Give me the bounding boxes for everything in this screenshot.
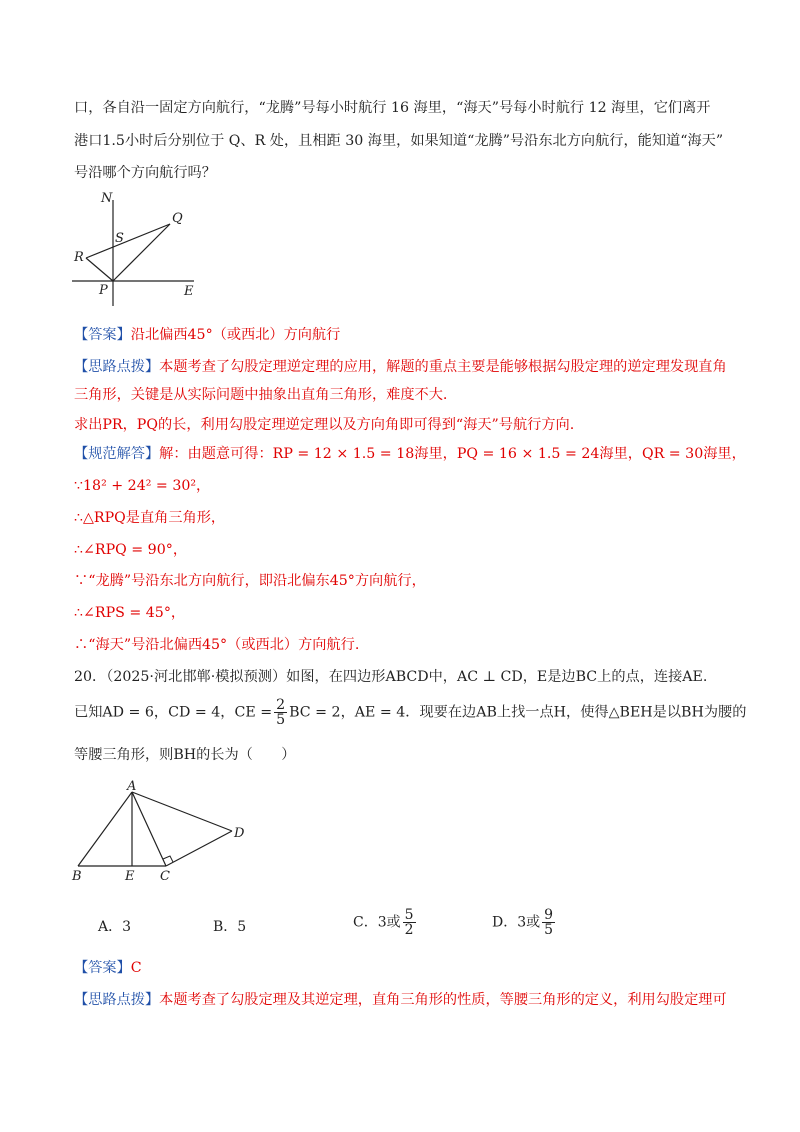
p19-answer-tag: 【答案】 bbox=[74, 327, 131, 343]
p19-label-Q: Q bbox=[172, 211, 183, 226]
p19-solution-line-4: ∴∠RPQ = 90°， bbox=[74, 542, 188, 558]
p20-right-angle-mark bbox=[163, 856, 173, 862]
p19-solution-line-6: ∴∠RPS = 45°， bbox=[74, 605, 186, 621]
p19-hint-row-1 bbox=[74, 357, 727, 377]
p20-line2-part-b: BC = 2，AE = 4．现要在边AB上找一点H，使得△BEH是以BH为腰的 bbox=[289, 704, 747, 721]
p20-line2-part-a: 已知AD = 6，CD = 4，CE = bbox=[74, 704, 273, 721]
p20-label-A: A bbox=[127, 779, 137, 794]
p19-label-E: E bbox=[184, 284, 194, 299]
p20-option-c-fraction bbox=[403, 908, 416, 937]
p19-label-N: N bbox=[101, 191, 113, 206]
p20-option-c-den: 2 bbox=[404, 922, 414, 938]
p19-solution-line-2: ∵18² + 24² = 30²， bbox=[74, 478, 211, 494]
p19-hint-line-2: 三角形，关键是从实际问题中抽象出直角三角形，难度不大. bbox=[74, 387, 448, 403]
p20-segment-CD bbox=[166, 831, 232, 866]
p20-option-d-den: 5 bbox=[544, 922, 554, 938]
p20-label-B: B bbox=[72, 869, 82, 884]
p19-text-line-3: 号沿哪个方向航行吗？ bbox=[74, 165, 216, 181]
p20-segment-AB bbox=[78, 792, 132, 866]
p20-answer-tag: 【答案】 bbox=[74, 960, 131, 976]
p19-solution-line-1: 解：由题意可得：RP = 12 × 1.5 = 18海里，PQ = 16 × 1.5 = 24海里，QR = 30海里， bbox=[159, 446, 746, 462]
p20-hint-line-1: 本题考查了勾股定理及其逆定理，直角三角形的性质，等腰三角形的定义，利用勾股定理可 bbox=[159, 992, 727, 1008]
p19-solution-line-7: ∴“海天”号沿北偏西45°（或西北）方向航行. bbox=[74, 637, 360, 653]
p19-label-S: S bbox=[115, 231, 124, 246]
p20-option-d-label: D．3或 bbox=[492, 914, 541, 931]
p20-option-c-label: C．3或 bbox=[353, 914, 401, 931]
p20-label-D: D bbox=[234, 826, 245, 841]
p19-text-line-1: 口，各自沿一固定方向航行，“龙腾”号每小时航行 16 海里，“海天”号每小时航行 12 海里，它们离开 bbox=[74, 100, 711, 116]
p19-segment-RQ bbox=[86, 224, 170, 258]
p19-answer-text: 沿北偏西45°（或西北）方向航行 bbox=[130, 327, 341, 343]
p20-option-d-num: 9 bbox=[544, 907, 554, 923]
p20-fraction bbox=[274, 698, 287, 727]
p19-solution-row-1 bbox=[74, 444, 746, 464]
p20-option-d-fraction bbox=[542, 908, 555, 937]
p19-segment-RP bbox=[86, 258, 113, 281]
p20-option-c[interactable] bbox=[353, 908, 418, 937]
p19-text-line-2: 港口1.5小时后分别位于 Q、R 处，且相距 30 海里，如果知道“龙腾”号沿东北方向航行，能知道“海天” bbox=[74, 133, 724, 149]
p19-solution-line-5: ∵“龙腾”号沿东北方向航行，即沿北偏东45°方向航行， bbox=[74, 573, 426, 589]
p20-label-E: E bbox=[125, 869, 135, 884]
p19-figure bbox=[66, 186, 206, 311]
p19-solution-tag: 【规范解答】 bbox=[74, 446, 160, 462]
p20-option-c-num: 5 bbox=[404, 907, 414, 923]
p20-fraction-num: 2 bbox=[276, 697, 286, 713]
p19-solution-line-3: ∴△RPQ是直角三角形， bbox=[74, 510, 226, 526]
p20-hint-row-1 bbox=[74, 990, 727, 1010]
p19-hint-line-3: 求出PR，PQ的长，利用勾股定理逆定理以及方向角即可得到“海天”号航行方向. bbox=[74, 417, 575, 433]
p20-option-b[interactable]: B．5 bbox=[213, 919, 247, 935]
p19-hint-line-1: 本题考查了勾股定理逆定理的应用，解题的重点主要是能够根据勾股定理的逆定理发现直角 bbox=[159, 359, 727, 375]
p20-text-line-1: 20．（2025·河北邯郸·模拟预测）如图，在四边形ABCD中，AC ⊥ CD，E是边BC上的点，连接AE. bbox=[74, 669, 708, 685]
p20-text-line-3: 等腰三角形，则BH的长为（ ） bbox=[74, 747, 296, 763]
p20-label-C: C bbox=[160, 869, 170, 884]
p20-option-a[interactable]: A．3 bbox=[98, 919, 132, 935]
p20-option-d[interactable] bbox=[492, 908, 557, 937]
p19-answer-row bbox=[74, 325, 340, 345]
p19-hint-tag: 【思路点拨】 bbox=[74, 359, 160, 375]
p20-hint-tag: 【思路点拨】 bbox=[74, 992, 160, 1008]
p20-figure bbox=[66, 778, 266, 888]
p20-answer-row bbox=[74, 958, 142, 978]
p19-label-R: R bbox=[74, 250, 84, 265]
p20-answer-text: C bbox=[130, 960, 142, 976]
p20-text-line-2 bbox=[74, 698, 746, 727]
p20-fraction-den: 5 bbox=[276, 712, 286, 728]
p19-label-P: P bbox=[99, 283, 108, 298]
